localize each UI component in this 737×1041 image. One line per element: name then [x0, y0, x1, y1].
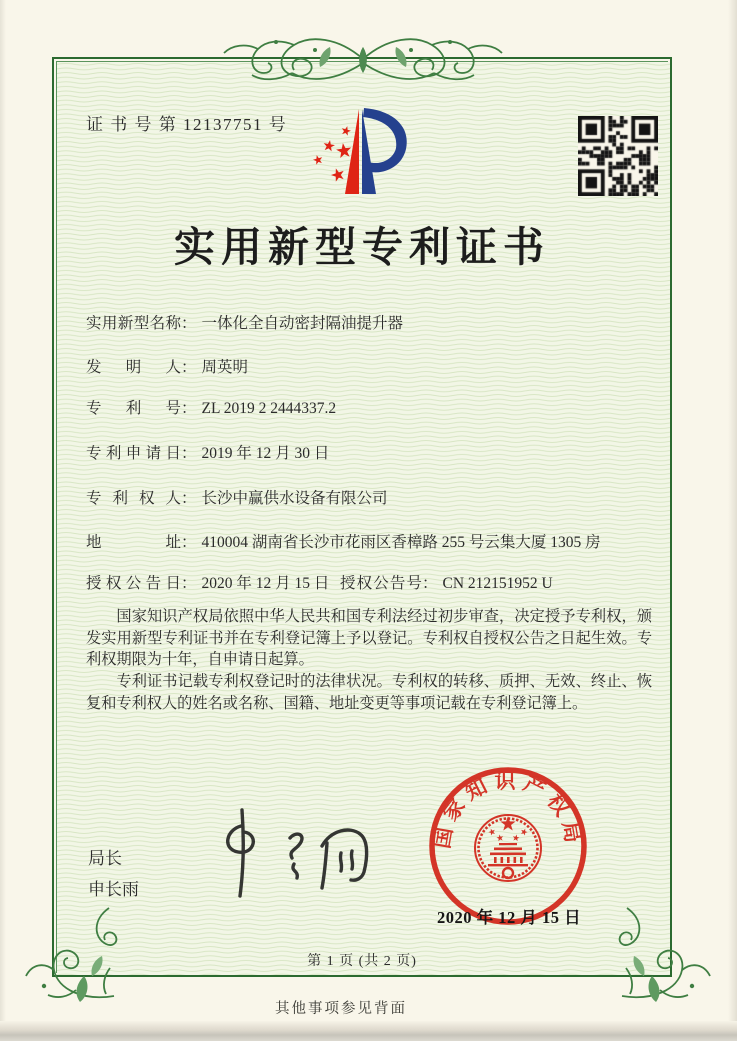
- signature-handwriting-icon: [198, 804, 383, 904]
- legal-paragraph-2: 专利证书记载专利权登记时的法律状况。专利权的转移、质押、无效、终止、恢复和专利权人的姓名或名称、国籍、地址变更等事项记载在专利登记簿上。: [86, 673, 652, 712]
- field-grant-number: 授权公告号： CN 212151952 U: [340, 571, 553, 593]
- scan-edge-right: [728, 0, 737, 1041]
- legal-text: [86, 606, 652, 715]
- field-row-patentee: 专利权人： 长沙中赢供水设备有限公司: [86, 486, 652, 508]
- signer-name: 申长雨: [88, 880, 139, 899]
- field-label: 地址: [86, 534, 181, 551]
- field-row-patent-no: 专利号： ZL 2019 2 2444337.2: [86, 396, 652, 418]
- page-number: 第 1 页 (共 2 页): [307, 954, 417, 969]
- field-value: 410004 湖南省长沙市花雨区香樟路 255 号云集大厦 1305 房: [201, 534, 601, 551]
- certificate-number: 证 书 号 第 12137751 号: [86, 115, 288, 134]
- field-row-name: 实用新型名称： 一体化全自动密封隔油提升器: [86, 311, 652, 333]
- field-row-address: 地址： 410004 湖南省长沙市花雨区香樟路 255 号云集大厦 1305 房: [86, 530, 652, 552]
- field-label: 专利号: [86, 400, 181, 417]
- field-value: 长沙中赢供水设备有限公司: [201, 490, 388, 507]
- field-label: 授权公告号: [340, 575, 422, 592]
- field-value: 2020 年 12 月 15 日: [201, 575, 330, 592]
- cnipa-logo-icon: [302, 104, 418, 198]
- legal-paragraph-1: 国家知识产权局依照中华人民共和国专利法经过初步审查，决定授予专利权，颁发实用新型专利证书并在专利登记簿上予以登记。专利权自授权公告之日起生效。专利权期限为十年，自申请日起算。: [86, 608, 652, 669]
- field-label: 授权公告日: [86, 575, 181, 592]
- signer-title: 局长: [88, 849, 122, 868]
- scan-edge-left: [0, 0, 6, 1041]
- back-side-note: 其他事项参见背面: [275, 1001, 407, 1017]
- svg-text:国家知识产权局: [430, 769, 586, 850]
- field-value: 周英明: [201, 359, 249, 376]
- field-value: 一体化全自动密封隔油提升器: [201, 315, 404, 332]
- field-row-inventor: 发明人： 周英明: [86, 355, 652, 377]
- field-value: CN 212151952 U: [442, 575, 553, 592]
- field-row-grant: 授权公告日： 2020 年 12 月 15 日 授权公告号： CN 212151952 U: [86, 571, 652, 593]
- field-value: ZL 2019 2 2444337.2: [201, 400, 337, 417]
- field-label: 实用新型名称: [86, 315, 181, 332]
- seal-date: 2020 年 12 月 15 日: [436, 908, 582, 927]
- scan-edge-bottom: [0, 1021, 737, 1041]
- field-label: 专利权人: [86, 490, 181, 507]
- certificate-title: 实用新型专利证书: [174, 224, 550, 270]
- qr-code-icon: [578, 116, 658, 196]
- signer-block: [88, 843, 139, 905]
- field-value: 2019 年 12 月 30 日: [201, 445, 330, 462]
- field-label: 发明人: [86, 359, 181, 376]
- field-row-filing-date: 专利申请日： 2019 年 12 月 30 日: [86, 441, 652, 463]
- seal-text: 国家知识产权局: [429, 769, 587, 851]
- field-label: 专利申请日: [86, 445, 181, 462]
